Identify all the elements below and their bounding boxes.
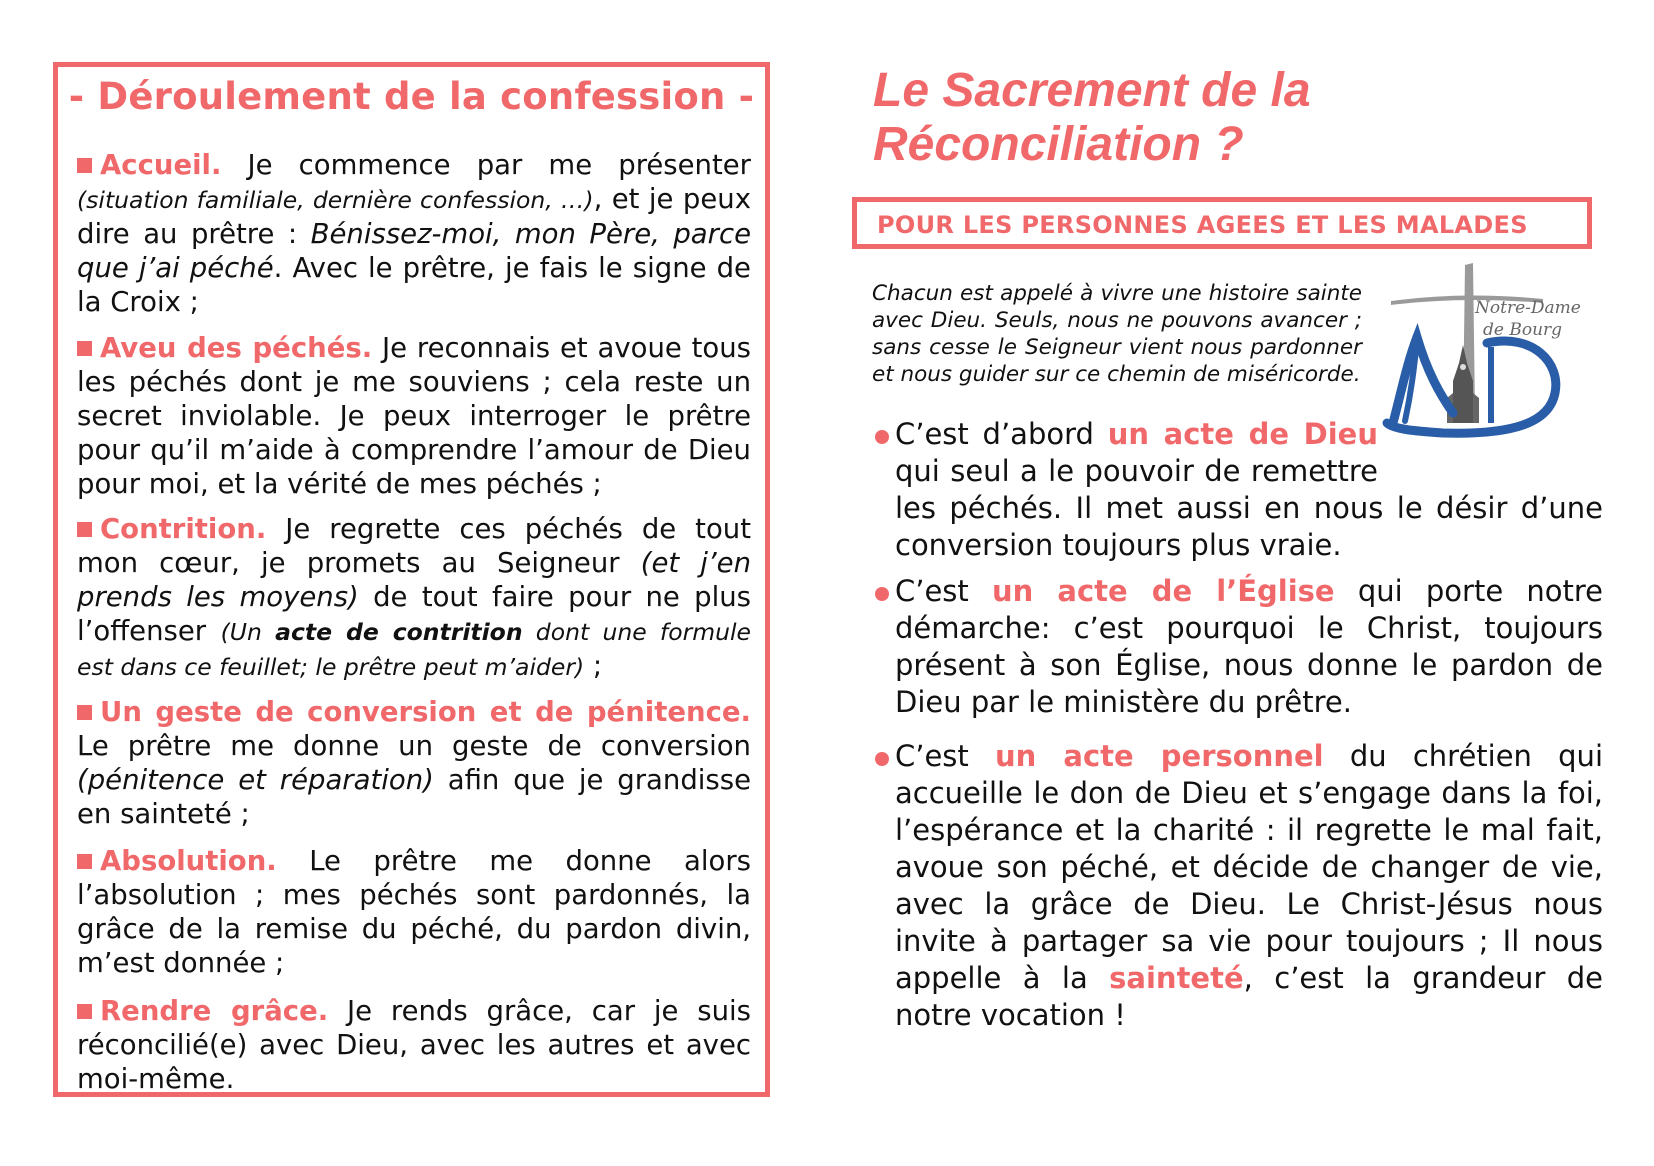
step-label: Rendre grâce. [100,995,329,1027]
highlight: un acte de l’Église [992,574,1335,608]
logo-wrap-spacer [1378,416,1603,486]
square-bullet-icon [77,341,92,356]
step-label: Absolution. [100,845,277,877]
page-title: Le Sacrement de la Réconciliation ? [873,64,1311,171]
highlight: un acte personnel [995,739,1324,773]
square-bullet-icon [77,705,92,720]
step-rendre-grace: Rendre grâce. Je rends grâce, car je suis réconcilié(e) avec Dieu, avec les autres et avec moi-même. [77,995,751,1095]
subtitle-box [852,197,1592,249]
step-label: Contrition. [100,513,267,545]
step-accueil: Accueil. Je commence par me présenter (situation familiale, dernière confession, …), et je peux dire au prêtre : Bénissez-moi, mon Père, parce que j’ai péché. Avec le prêtre, je fais le signe de la Croix ; [77,149,751,318]
step-label: Un geste de conversion et de pénitence. [100,696,751,728]
bullet-acte-de-dieu: C’est d’abord un acte de Dieu qui seul a le pouvoir de remettre les péchés. Il met aussi en nous le désir d’une conversion toujours plus vraie. [875,416,1603,564]
bullet-acte-de-eglise: C’est un acte de l’Église qui porte notre démarche: c’est pourquoi le Christ, toujours présent à son Église, nous donne le pardon de Dieu par le ministère du prêtre. [875,573,1603,721]
square-bullet-icon [77,1004,92,1019]
bullet-acte-personnel: C’est un acte personnel du chrétien qui accueille le don de Dieu et s’engage dans la foi, l’espérance et la charité : il regrette le mal fait, avoue son péché, et décide de changer de vie, avec la grâce de Dieu. Le Christ-Jésus nous invite à partager sa vie pour toujours ; Il nous appelle à la sainteté, c’est la grandeur de notre vocation ! [875,738,1603,1034]
logo-text-de-bourg: de Bourg [1483,320,1563,340]
subtitle: POUR LES PERSONNES AGEES ET LES MALADES [877,211,1528,239]
logo-text-notre-dame: Notre-Dame [1475,298,1581,318]
bullet-dot-icon [875,430,889,444]
bullet-dot-icon [875,587,889,601]
step-contrition: Contrition. Je regrette ces péchés de tout mon cœur, je promets au Seigneur (et j’en prends les moyens) de tout faire pour ne plus l’offenser (Un acte de contrition dont une formule est dans ce feuillet; le prêtre peut m’aider) ; [77,513,752,682]
square-bullet-icon [77,158,92,173]
square-bullet-icon [77,522,92,537]
panel-title: - Déroulement de la confession - [68,75,755,118]
intro-text: Chacun est appelé à vivre une histoire sainte avec Dieu. Seuls, nous ne pouvons avancer ; sans cesse le Seigneur vient nous pardonner et nous guider sur ce chemin de miséricorde. [872,281,1362,387]
step-penitence: Un geste de conversion et de pénitence. Le prêtre me donne un geste de conversion (pénitence et réparation) afin que je grandisse en sainteté ; [77,696,751,830]
step-aveu: Aveu des péchés. Je reconnais et avoue tous les péchés dont je me souviens ; cela reste un secret inviolable. Je peux interroger le prêtre pour qu’il m’aide à comprendre l’amour de Dieu pour moi, et la vérité de mes péchés ; [77,332,751,500]
step-label: Aveu des péchés. [100,332,373,364]
square-bullet-icon [77,854,92,869]
highlight: un acte de Dieu [1107,417,1378,451]
highlight: sainteté [1109,961,1244,995]
confession-steps-panel [53,62,770,1097]
bullet-dot-icon [875,752,889,766]
step-label: Accueil. [100,149,222,181]
step-absolution: Absolution. Le prêtre me donne alors l’absolution ; mes péchés sont pardonnés, la grâce de la remise du péché, du pardon divin, m’est donnée ; [77,845,751,979]
